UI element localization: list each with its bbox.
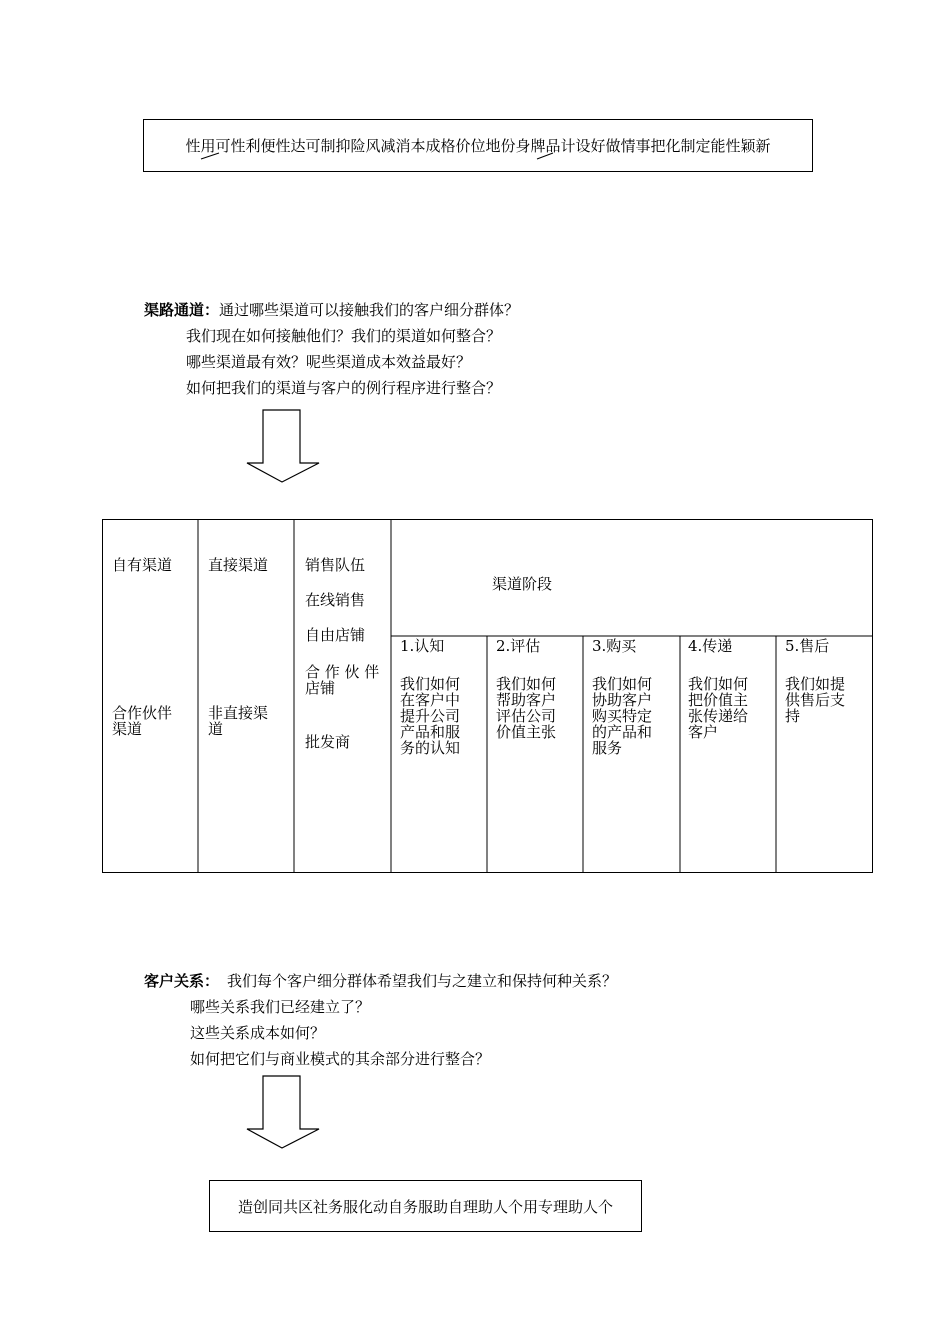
stage-description: 我们如何在客户中提升公司产品和服务的认知	[400, 675, 461, 757]
relations-question-3: 这些关系成本如何？	[190, 1024, 326, 1042]
down-arrow-icon	[245, 408, 321, 484]
partner-channel-label: 合作伙伴渠道	[112, 704, 173, 738]
stage-description: 我们如何帮助客户评估公司价值主张	[496, 675, 557, 741]
channel-type-item: 在线销售	[305, 591, 366, 609]
channels-section	[144, 297, 744, 407]
channels-question-1: 通过哪些渠道可以接触我们的客户细分群体？	[219, 301, 520, 319]
relations-question-2: 哪些关系我们已经建立了？	[190, 998, 371, 1016]
handwritten-strokes	[143, 119, 813, 172]
channel-table	[102, 519, 873, 873]
relations-question-1: 我们每个客户细分群体希望我们与之建立和保持何种关系？	[227, 972, 618, 990]
stage-title: 2.评估	[496, 637, 541, 655]
channel-type-item: 批发商	[305, 733, 351, 751]
relationship-types-text: 造创同共区社务服化动自务服助自理助人个用专理助人个	[237, 1197, 613, 1216]
relationship-types-box	[209, 1180, 642, 1232]
channel-type-item: 销售队伍	[305, 556, 366, 574]
channels-heading: 渠路通道：	[144, 301, 220, 319]
stage-description: 我们如何协助客户购买特定的产品和服务	[592, 675, 653, 757]
indirect-channel-label: 非直接渠道	[208, 704, 269, 738]
down-arrow-icon	[245, 1074, 321, 1150]
channels-question-4: 如何把我们的渠道与客户的例行程序进行整合？	[186, 379, 502, 397]
stage-title: 3.购买	[592, 637, 637, 655]
stage-title: 5.售后	[785, 637, 830, 655]
stage-title: 1.认知	[400, 637, 445, 655]
direct-channel-label: 直接渠道	[208, 556, 269, 574]
channel-type-item: 自由店铺	[305, 626, 366, 644]
relations-question-4: 如何把它们与商业模式的其余部分进行整合？	[190, 1050, 491, 1068]
relations-heading: 客户关系：	[144, 972, 220, 990]
channel-stage-header: 渠道阶段	[492, 575, 553, 593]
channels-question-2: 我们现在如何接触他们？我们的渠道如何整合？	[186, 327, 502, 345]
relations-section	[144, 968, 764, 1078]
stage-title: 4.传递	[688, 637, 733, 655]
value-keywords-text: 性用可性利便性达可制抑险风减消本成格价位地份身牌品计设好做情事把化制定能性颖新	[185, 137, 771, 155]
stage-description: 我们如何把价值主张传递给客户	[688, 675, 749, 741]
stage-description: 我们如提供售后支持	[785, 675, 846, 725]
channel-type-item: 合 作 伙 伴店铺	[305, 663, 380, 697]
channels-question-3: 哪些渠道最有效？呢些渠道成本效益最好？	[186, 353, 472, 371]
own-channel-label: 自有渠道	[112, 556, 173, 574]
